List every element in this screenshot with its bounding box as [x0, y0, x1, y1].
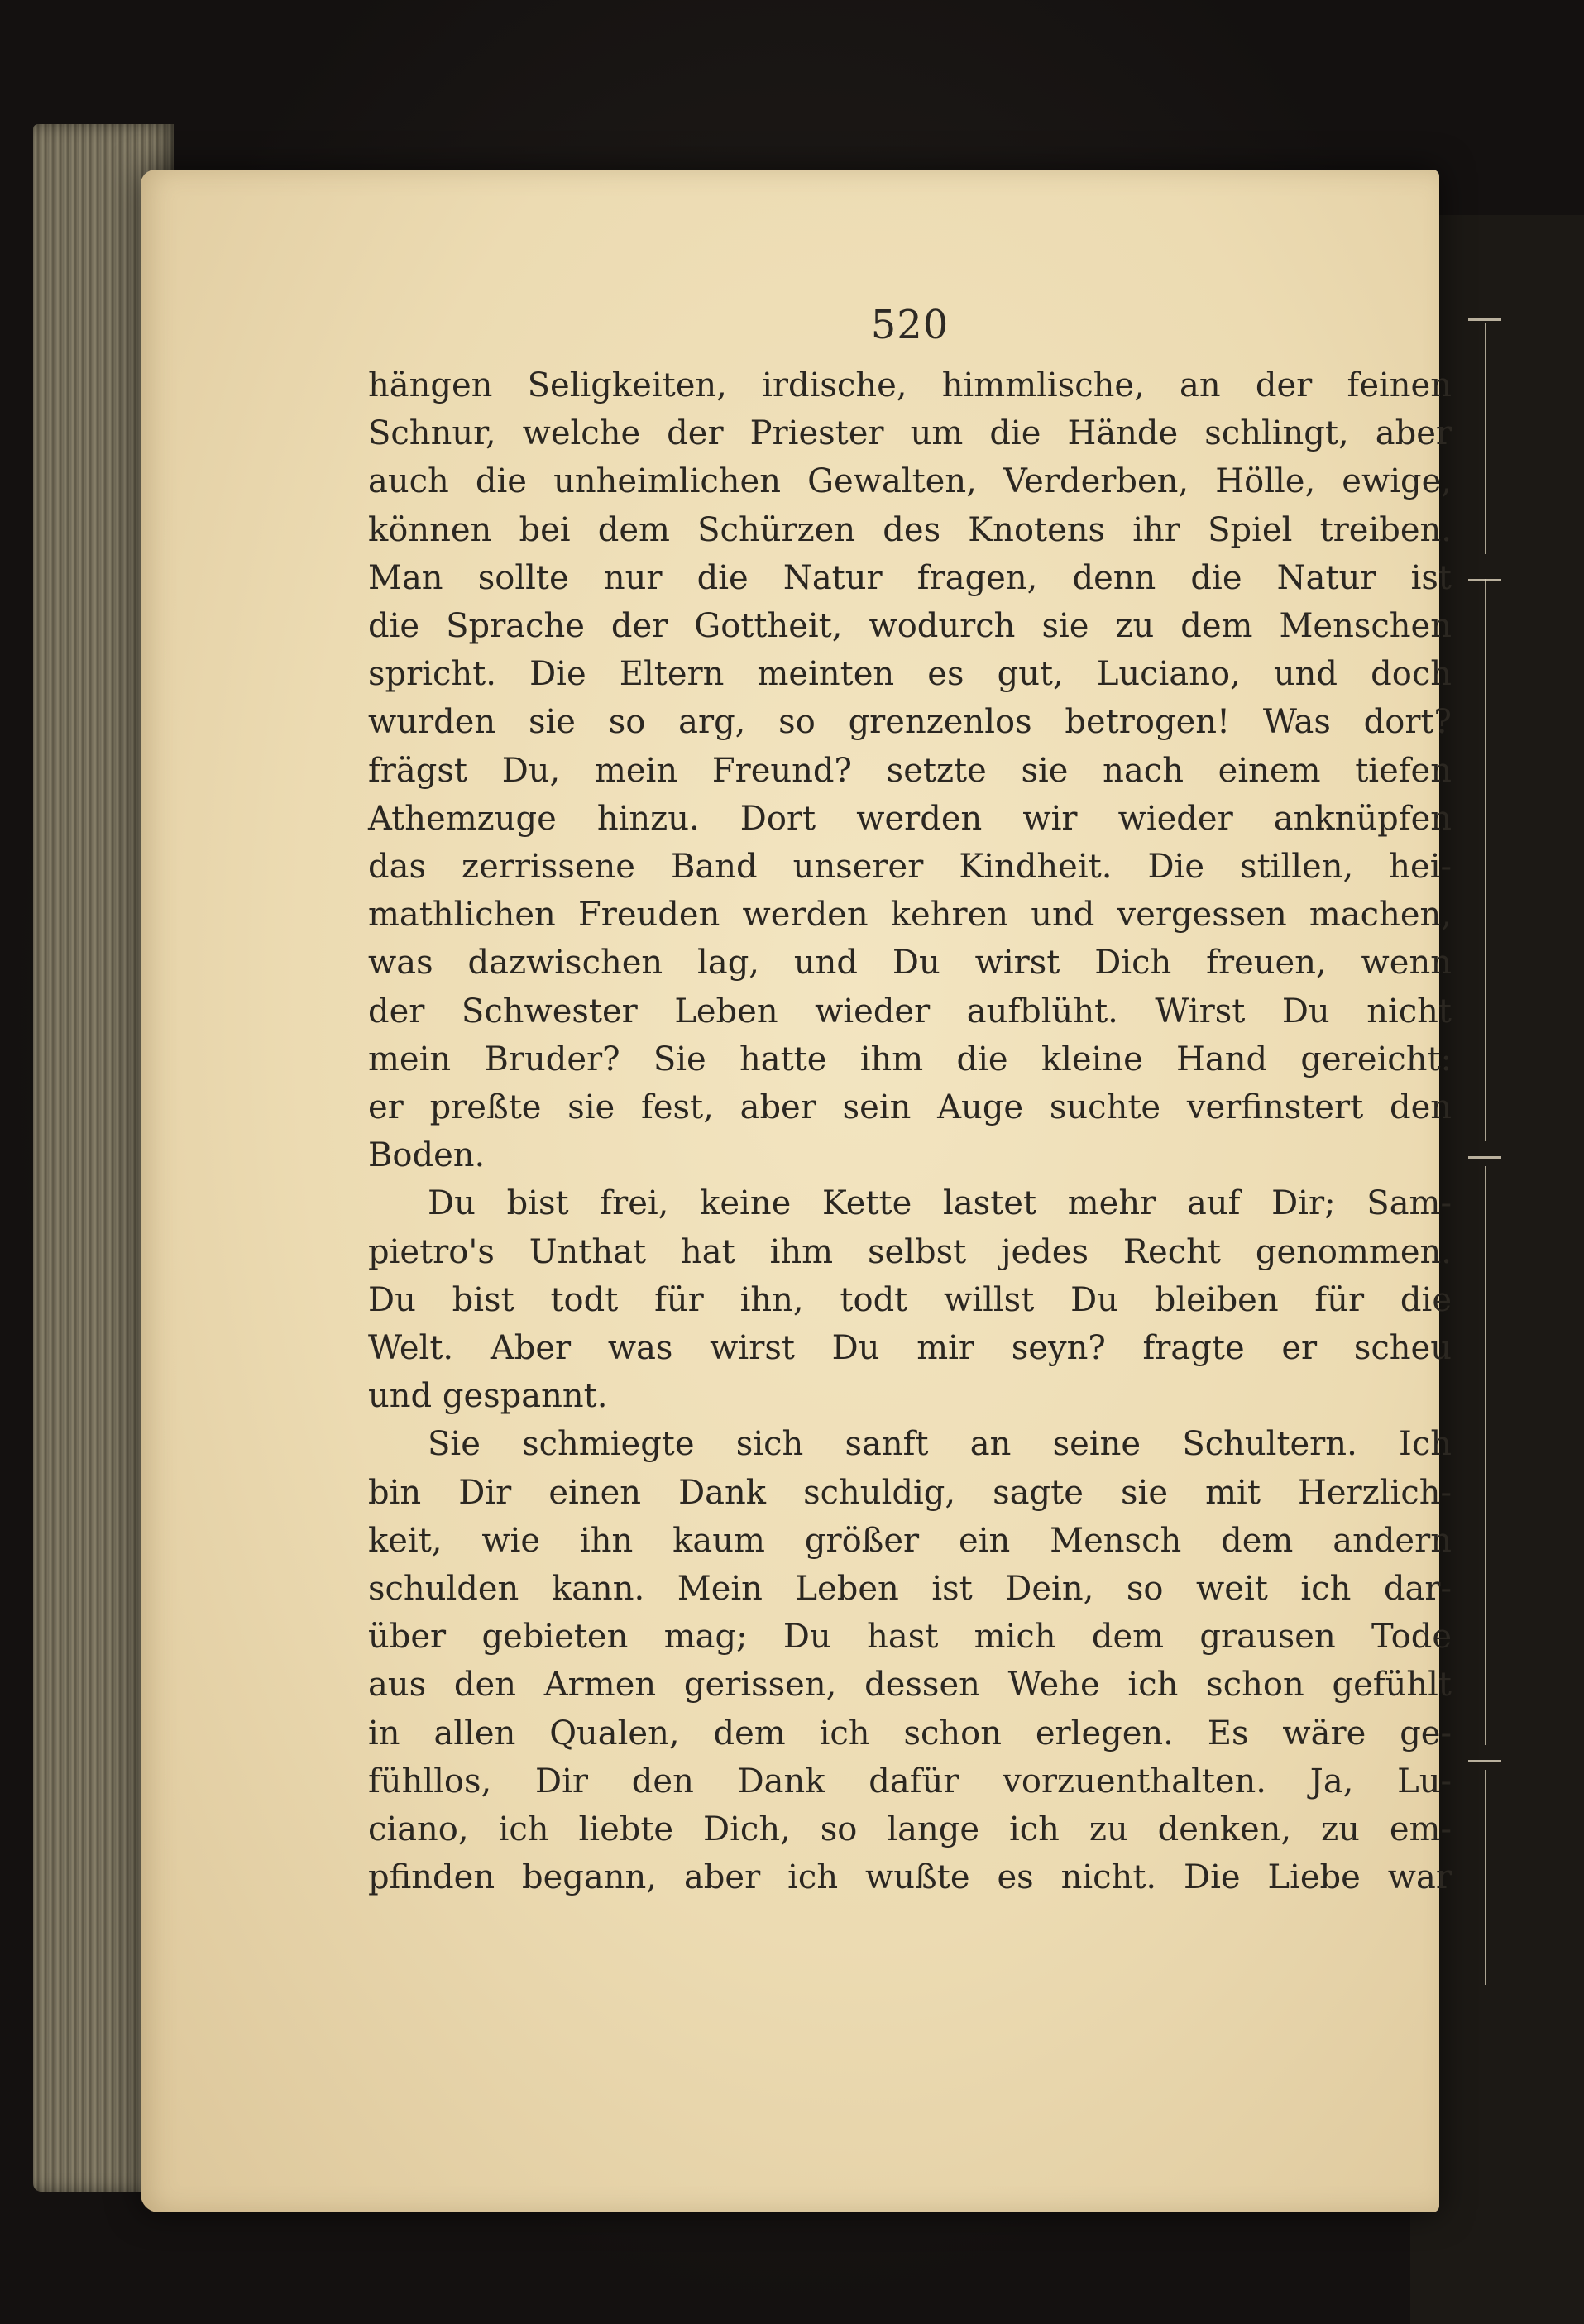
text-line: fühllos, Dir den Dank dafür vorzuenthalten. Ja, Lu-	[368, 1762, 1452, 1800]
page-number: 520	[870, 302, 950, 348]
text-line: in allen Qualen, dem ich schon erlegen. Es wäre ge-	[368, 1714, 1452, 1753]
text-line: über gebieten mag; Du hast mich dem grausen Tode	[368, 1618, 1452, 1657]
text-line: und gespannt.	[368, 1377, 608, 1416]
text-line: pfinden begann, aber ich wußte es nicht. Die Liebe war	[368, 1858, 1452, 1897]
text-line: Du bist frei, keine Kette lastet mehr auf Dir; Sam-	[428, 1184, 1452, 1223]
text-line: wurden sie so arg, so grenzenlos betrogen! Was dort?	[368, 703, 1452, 742]
text-line: ciano, ich liebte Dich, so lange ich zu denken, zu em-	[368, 1810, 1452, 1849]
text-line: aus den Armen gerissen, dessen Wehe ich schon gefühlt	[368, 1666, 1452, 1705]
text-line: Athemzuge hinzu. Dort werden wir wieder anknüpfen	[368, 799, 1452, 838]
binding-thread	[1485, 1770, 1486, 1985]
text-line: pietro's Unthat hat ihm selbst jedes Recht genommen.	[368, 1232, 1452, 1271]
text-line: Man sollte nur die Natur fragen, denn die Natur ist	[368, 558, 1452, 597]
binding-thread	[1485, 1166, 1486, 1745]
binding-thread-knot	[1468, 318, 1501, 321]
text-line: können bei dem Schürzen des Knotens ihr Spiel treiben.	[368, 510, 1452, 549]
text-line: frägst Du, mein Freund? setzte sie nach einem tiefen	[368, 751, 1452, 790]
binding-thread	[1485, 323, 1486, 554]
binding-thread-knot	[1468, 579, 1501, 581]
binding-thread-knot	[1468, 1156, 1501, 1159]
text-line: mein Bruder? Sie hatte ihm die kleine Hand gereicht:	[368, 1040, 1452, 1078]
text-line: mathlichen Freuden werden kehren und vergessen machen,	[368, 896, 1452, 935]
text-line: Sie schmiegte sich sanft an seine Schultern. Ich	[428, 1425, 1452, 1464]
binding-thread-knot	[1468, 1760, 1501, 1762]
binding-thread	[1485, 579, 1486, 1141]
text-line: bin Dir einen Dank schuldig, sagte sie mit Herzlich-	[368, 1473, 1452, 1512]
page-text-block	[368, 285, 1452, 2063]
text-line: keit, wie ihn kaum größer ein Mensch dem andern	[368, 1521, 1452, 1560]
text-line: Welt. Aber was wirst Du mir seyn? fragte er scheu	[368, 1329, 1452, 1368]
book-page	[141, 170, 1452, 2212]
text-line: was dazwischen lag, und Du wirst Dich freuen, wenn	[368, 944, 1452, 983]
text-line: Du bist todt für ihn, todt willst Du bleiben für die	[368, 1280, 1452, 1319]
text-line: hängen Seligkeiten, irdische, himmlische, an der feinen	[368, 366, 1452, 404]
text-line: auch die unheimlichen Gewalten, Verderben, Hölle, ewige,	[368, 462, 1452, 501]
text-line: Boden.	[368, 1136, 486, 1175]
text-line: schulden kann. Mein Leben ist Dein, so weit ich dar-	[368, 1570, 1452, 1609]
text-line: Schnur, welche der Priester um die Hände schlingt, aber	[368, 414, 1452, 453]
text-line: der Schwester Leben wieder aufblüht. Wirst Du nicht	[368, 992, 1452, 1030]
text-line: spricht. Die Eltern meinten es gut, Luciano, und doch	[368, 655, 1452, 694]
body-text	[368, 361, 1452, 1902]
text-line: das zerrissene Band unserer Kindheit. Die stillen, hei-	[368, 848, 1452, 887]
text-line: die Sprache der Gottheit, wodurch sie zu dem Menschen	[368, 607, 1452, 646]
text-line: er preßte sie fest, aber sein Auge suchte verfinstert den	[368, 1088, 1452, 1127]
